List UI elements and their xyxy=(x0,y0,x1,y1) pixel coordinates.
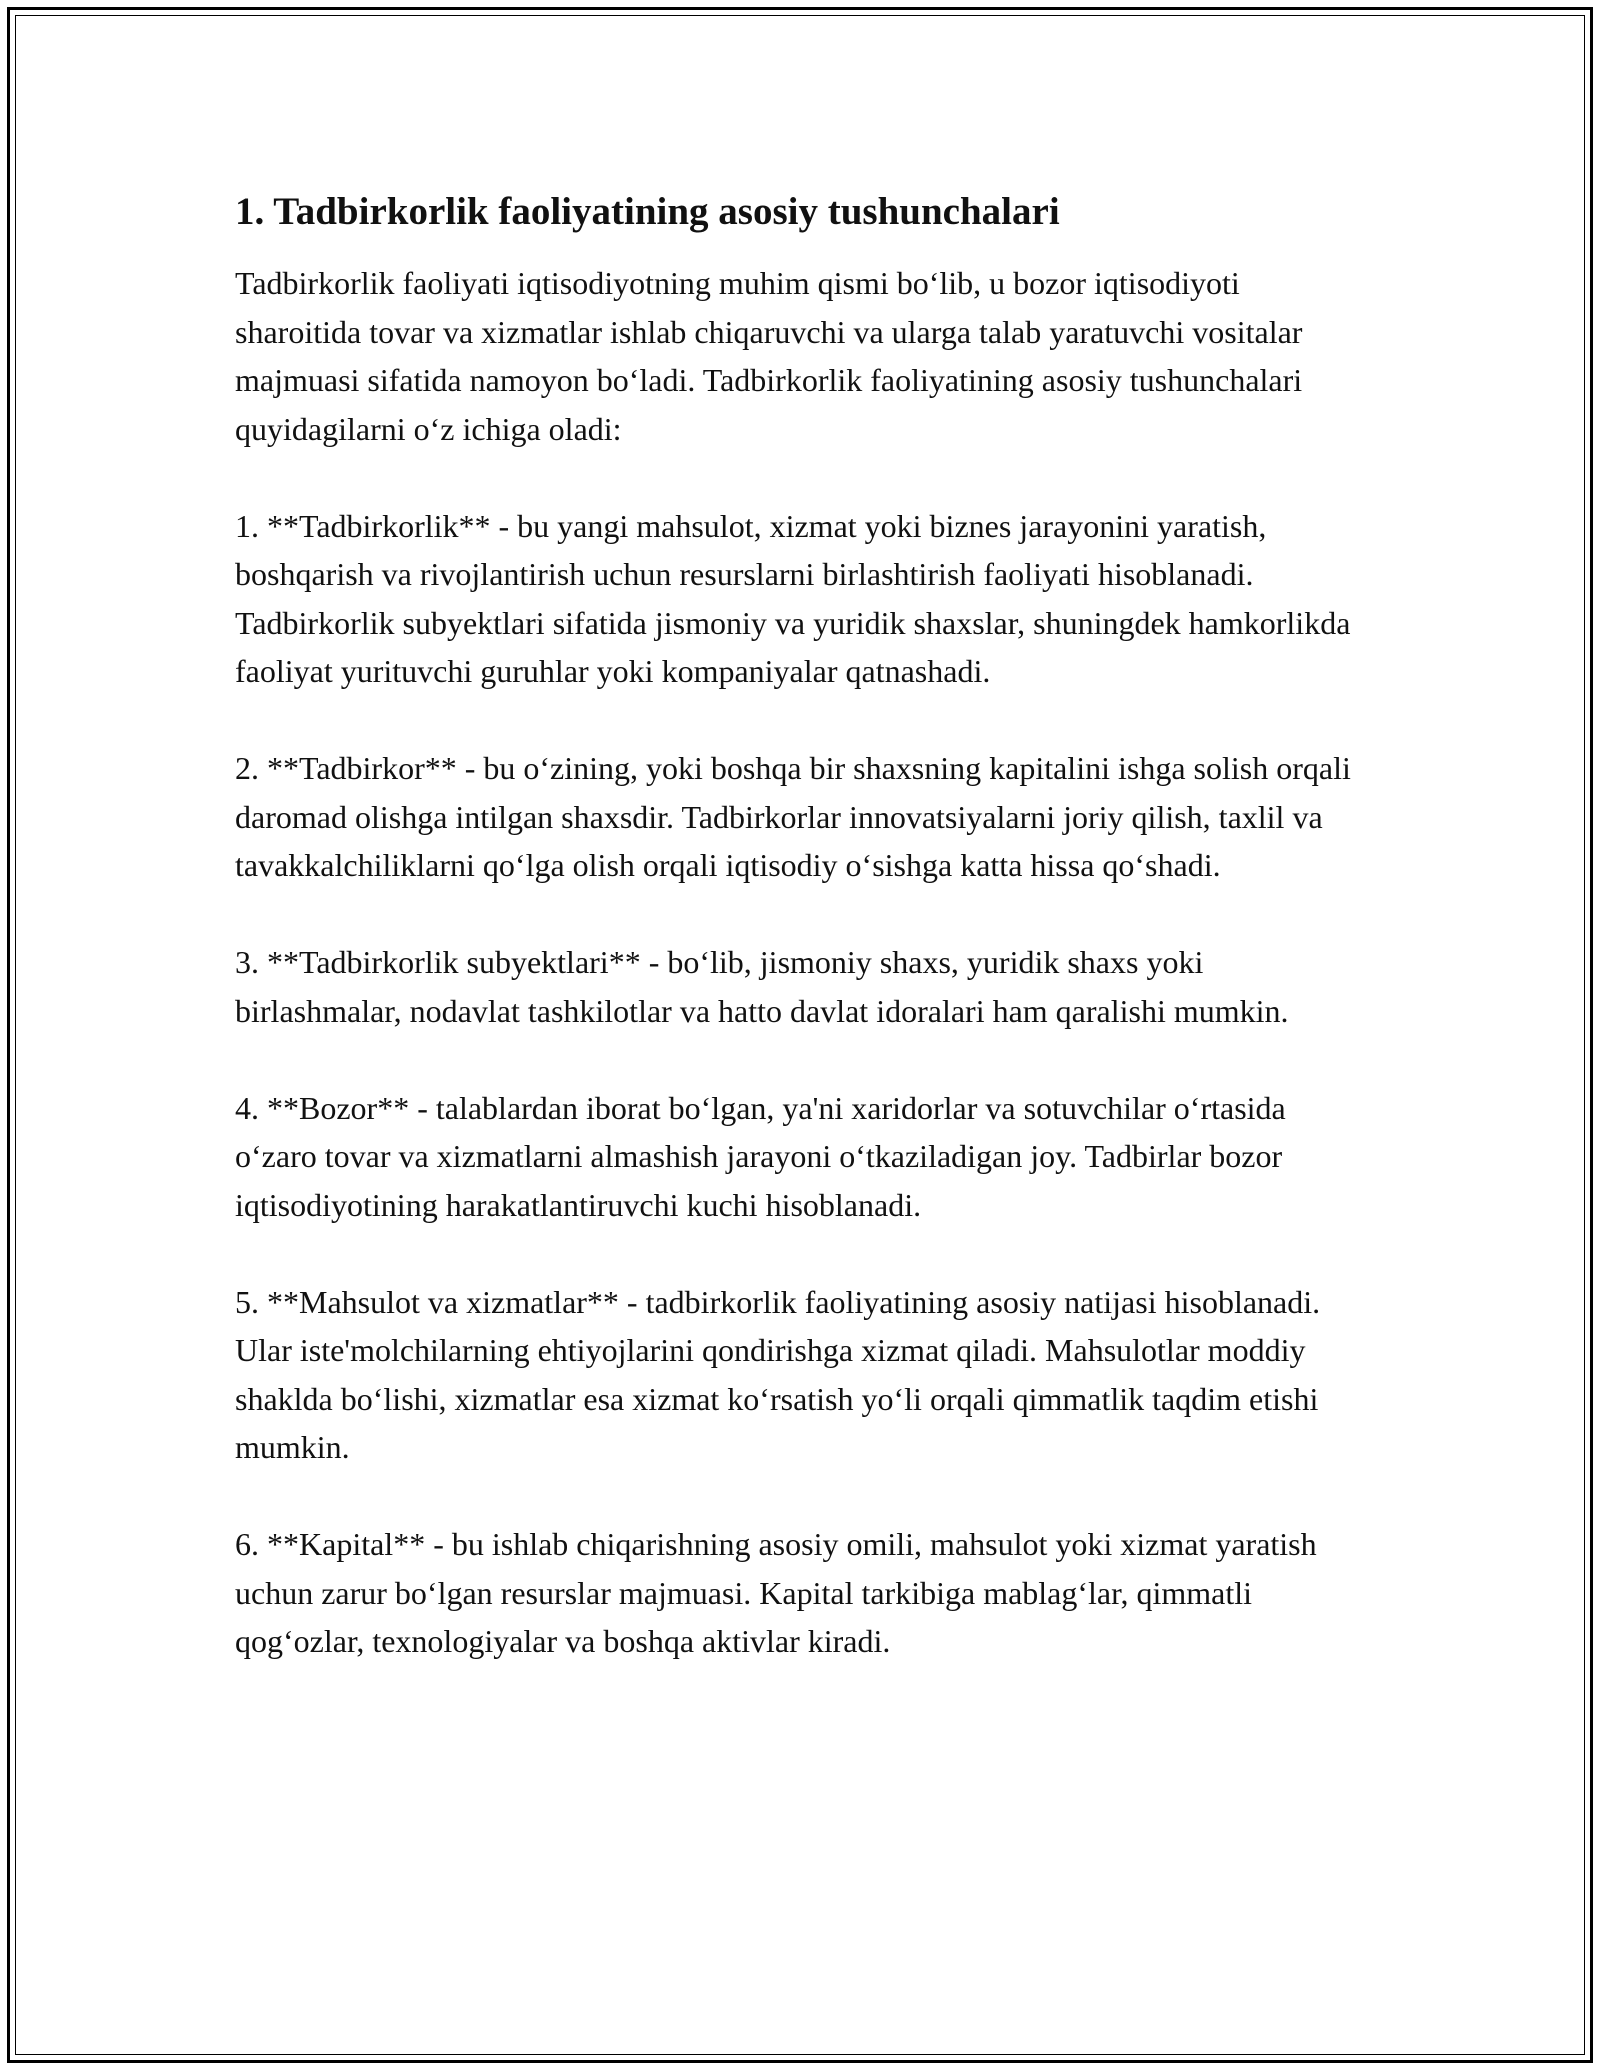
intro-paragraph: Tadbirkorlik faoliyati iqtisodiyotning muhim qismi bo‘lib, u bozor iqtisodiyoti sharoitida tovar va xizmatlar ishlab chiqaruvchi va ularga talab yaratuvchi vositalar majmuasi sifatida namoyon bo‘ladi. Tadbirkorlik faoliyatining asosiy tushunchalari quyidagilarni o‘z ichiga oladi: xyxy=(235,265,1303,447)
list-item-tadbirkor: 2. **Tadbirkor** - bu o‘zining, yoki boshqa bir shaxsning kapitalini ishga solish orqali daromad olishga intilgan shaxsdir. Tadbirkorlar innovatsiyalarni joriy qilish, taxlil va tavakkalchiliklarni qo‘lga olish orqali iqtisodiy o‘sishga katta hissa qo‘shadi. xyxy=(235,750,1351,883)
list-item-mahsulot: 5. **Mahsulot va xizmatlar** - tadbirkorlik faoliyatining asosiy natijasi hisoblanadi. Ular iste'molchilarning ehtiyojlarini qondirishga xizmat qiladi. Mahsulotlar moddiy shaklda bo‘lishi, xizmatlar esa xizmat ko‘rsatish yo‘li orqali qimmatlik taqdim etishi mumkin. xyxy=(235,1283,1321,1465)
document-page xyxy=(235,185,1355,1714)
list-item-bozor: 4. **Bozor** - talablardan iborat bo‘lgan, ya'ni xaridorlar va sotuvchilar o‘rtasida o‘zaro tovar va xizmatlarni almashish jarayoni o‘tkaziladigan joy. Tadbirlar bozor iqtisodiyotining harakatlantiruvchi kuchi hisoblanadi. xyxy=(235,1089,1286,1223)
list-item-tadbirkorlik: 1. **Tadbirkorlik** - bu yangi mahsulot, xizmat yoki biznes jarayonini yaratish, boshqarish va rivojlantirish uchun resurslarni birlashtirish faoliyati hisoblanadi. Tadbirkorlik subyektlari sifatida jismoniy va yuridik shaxslar, shuningdek hamkorlikda faoliyat yurituvchi guruhlar yoki kompaniyalar qatnashadi. xyxy=(235,507,1351,689)
section-title: 1. Tadbirkorlik faoliyatining asosiy tushunchalari xyxy=(235,190,1060,233)
list-item-kapital: 6. **Kapital** - bu ishlab chiqarishning asosiy omili, mahsulot yoki xizmat yaratish uchun zarur bo‘lgan resurslar majmuasi. Kapital tarkibiga mablag‘lar, qimmatli qog‘ozlar, texnologiyalar va boshqa aktivlar kiradi. xyxy=(235,1526,1317,1659)
list-item-subyektlar: 3. **Tadbirkorlik subyektlari** - bo‘lib, jismoniy shaxs, yuridik shaxs yoki birlashmalar, nodavlat tashkilotlar va hatto davlat idoralari ham qaralishi mumkin. xyxy=(235,944,1289,1029)
